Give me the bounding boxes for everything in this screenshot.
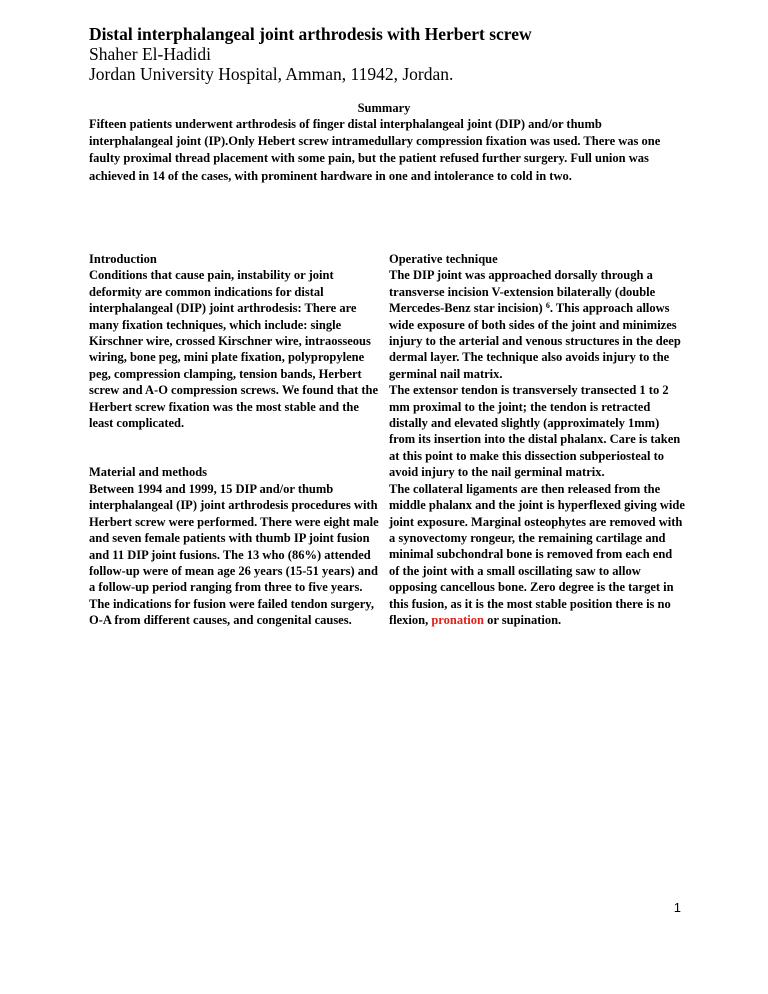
technique-p3-end: or supination. [487, 612, 562, 627]
author-name: Shaher El-Hadidi [89, 44, 211, 64]
author-affiliation: Jordan University Hospital, Amman, 11942, Jordan. [89, 64, 454, 84]
methods-heading: Material and methods [89, 465, 208, 480]
technique-paragraph-2: The extensor tendon is transversely transected 1 to 2 mm proximal to the joint; the tendon is retracted distally and elevated slightly (approximately 1mm) from its insertion into the distal phalanx. Care is taken at this point to make this dissection subperiosteal to avoid injury to the nail germinal matrix. [389, 383, 681, 480]
summary-heading: Summary [357, 101, 411, 115]
summary-text: Fifteen patients underwent arthrodesis of finger distal interphalangeal joint (DIP) and/or thumb interphalangeal joint (IP).Only Hebert screw intramedullary compression fixation was used. There was one faulty proximal thread placement with some pain, but the patient refused further surgery. Full union was achieved in 14 of the cases, with prominent hardware in one and intolerance to cold in two. [89, 117, 661, 183]
technique-p1-continued: . This approach allows wide exposure of both sides of the joint and minimizes injury to the arterial and venous structures in the deep dermal layer. The technique also avoids injury to the germinal nail matrix. [389, 301, 681, 381]
technique-p3-text: The collateral ligaments are then released from the middle phalanx and the joint is hyperflexed giving wide joint exposure. Marginal osteophytes are removed with a synovectomy rongeur, the remaining cartilage and minimal subchondral bone is removed from each end of the joint with a small oscillating saw to allow opposing cancellous bone. Zero degree is the target in this fusion, as it is the most stable position there is no flexion, [389, 481, 685, 627]
technique-p1-text: The DIP joint was approached dorsally through a transverse incision V-extension bilaterally (double Mercedes-Benz star incision) [389, 268, 656, 316]
technique-paragraph-3 [389, 481, 685, 629]
technique-paragraph-1 [389, 267, 685, 382]
section-spacer [89, 431, 379, 464]
page-number: 1 [673, 900, 681, 915]
introduction-heading: Introduction [89, 252, 157, 266]
right-column [389, 251, 685, 628]
technique-heading: Operative technique [389, 252, 498, 266]
methods-text: Between 1994 and 1999, 15 DIP and/or thumb interphalangeal (IP) joint arthrodesis procedures with Herbert screw were performed. There were eight male and seven female patients with thumb IP joint fusion and 11 DIP joint fusions. The 13 who (86%) attended follow-up were of mean age 26 years (15-51 years) and a follow-up period ranging from three to five years. The indications for fusion were failed tendon surgery, O-A from different causes, and congenital causes. [89, 481, 379, 628]
highlighted-term: pronation [431, 612, 484, 627]
paper-title: Distal interphalangeal joint arthrodesis with Herbert screw [89, 24, 532, 44]
left-column [89, 251, 379, 629]
introduction-text: Conditions that cause pain, instability or joint deformity are common indications for distal interphalangeal (DIP) joint arthrodesis: There are many fixation techniques, which include: single Kirschner wire, crossed Kirschner wire, intraosseous wiring, bone peg, mini plate fixation, polypropylene peg, compression clamping, tension bands, Herbert screw and A-O compression screws. We found that the Herbert screw fixation was the most stable and the least complicated. [89, 268, 379, 431]
reference-superscript: 6 [545, 301, 550, 311]
